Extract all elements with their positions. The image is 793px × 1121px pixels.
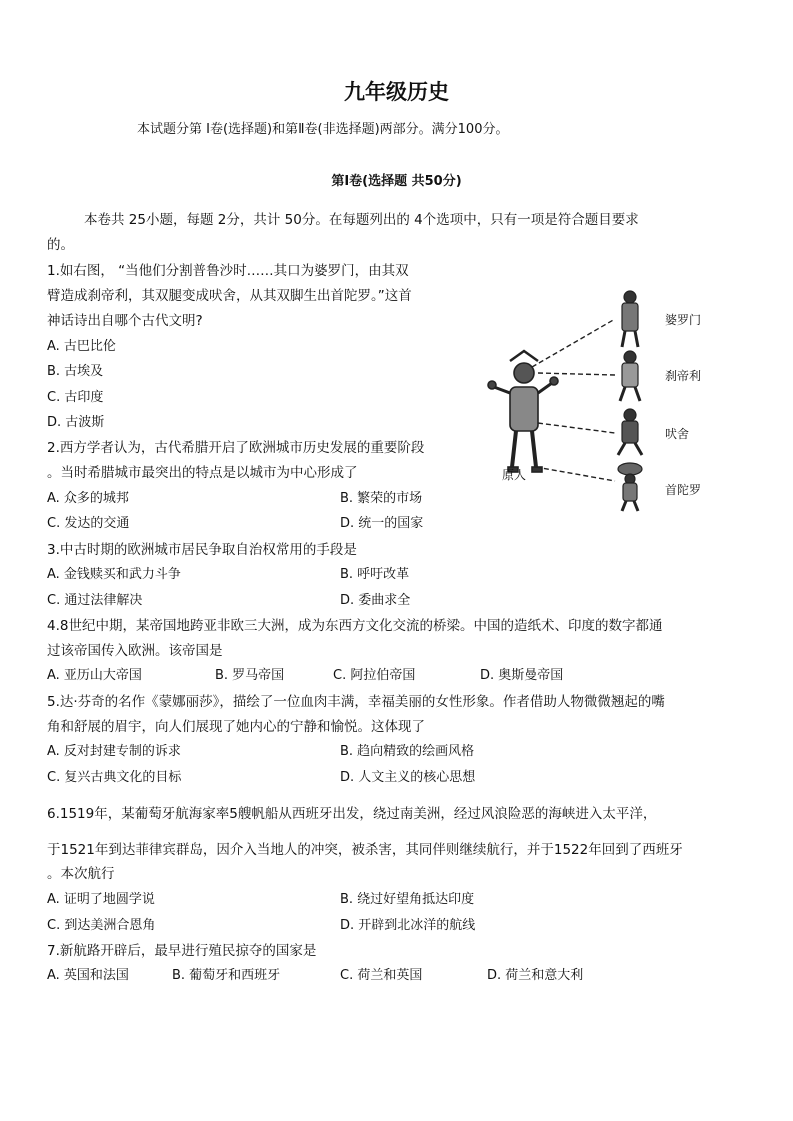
q6-stem-line-3: 。本次航行 [47,866,115,882]
q5-stem-line-2: 角和舒展的眉宇，向人们展现了她内心的宁静和愉悦。这体现了 [47,719,425,735]
q4-stem-line-2: 过该帝国传入欧洲。该帝国是 [47,643,223,659]
q6-option-b: B. 绕过好望角抵达印度 [340,892,475,907]
q4-option-d: D. 奥斯曼帝国 [480,668,564,683]
q7-stem: 7.新航路开辟后，最早进行殖民掠夺的国家是 [47,943,317,959]
q4-option-c: C. 阿拉伯帝国 [333,668,416,683]
q7-option-c: C. 荷兰和英国 [340,968,423,983]
q1-option-c: C. 古印度 [47,390,104,405]
q4-option-b: B. 罗马帝国 [215,668,285,683]
purusha-figure [488,351,558,472]
q5-option-a: A. 反对封建专制的诉求 [47,744,181,759]
q2-option-b: B. 繁荣的市场 [340,491,423,506]
q2-stem-line-2: 。当时希腊城市最突出的特点是以城市为中心形成了 [47,465,358,481]
q6-option-d: D. 开辟到北冰洋的航线 [340,918,476,933]
q5-stem-line-1: 5.达·芬奇的名作《蒙娜丽莎》，描绘了一位血肉丰满，幸福美丽的女性形象。作者借助人物微微翘起的嘴 [47,694,665,710]
instructions-line-2: 的。 [47,237,74,253]
q3-option-d: D. 委曲求全 [340,593,411,608]
label-brahmin: 婆罗门 [665,313,702,327]
varna-figure [480,283,715,513]
section-heading: 第Ⅰ卷(选择题 共50分) [331,174,462,189]
q2-option-a: A. 众多的城邦 [47,491,129,506]
q1-stem-line-1: 1.如右图， “当他们分割普鲁沙时……其口为婆罗门，由其双 [47,263,409,279]
q1-stem-line-3: 神话诗出自哪个古代文明? [47,313,203,329]
q2-option-c: C. 发达的交通 [47,516,130,531]
q1-option-a: A. 古巴比伦 [47,339,116,354]
q3-stem: 3.中古时期的欧洲城市居民争取自治权常用的手段是 [47,542,357,558]
q5-option-c: C. 复兴古典文化的目标 [47,770,182,785]
q2-option-d: D. 统一的国家 [340,516,424,531]
q1-option-b: B. 古埃及 [47,364,104,379]
exam-note: 本试题分第 Ⅰ卷(选择题)和第Ⅱ卷(非选择题)两部分。满分100分。 [137,122,509,137]
q6-option-c: C. 到达美洲合恩角 [47,918,156,933]
q6-option-a: A. 证明了地圆学说 [47,892,155,907]
connector-lines [532,319,615,481]
q4-option-a: A. 亚历山大帝国 [47,668,142,683]
q3-option-a: A. 金钱赎买和武力斗争 [47,567,181,582]
q1-option-d: D. 古波斯 [47,415,105,430]
q1-stem-line-2: 臂造成刹帝利，其双腿变成吠舍，从其双脚生出首陀罗。”这首 [47,288,412,304]
q4-stem-line-1: 4.8世纪中期，某帝国地跨亚非欧三大洲，成为东西方文化交流的桥梁。中国的造纸术、印度的数字都通 [47,618,663,634]
q2-stem-line-1: 2.西方学者认为，古代希腊开启了欧洲城市历史发展的重要阶段 [47,440,425,456]
q3-option-c: C. 通过法律解决 [47,593,143,608]
varna-figures [618,291,642,511]
q7-option-d: D. 荷兰和意大利 [487,968,584,983]
label-purusha: 原人 [502,468,527,482]
q5-option-d: D. 人文主义的核心思想 [340,770,476,785]
q6-stem-line-1: 6.1519年，某葡萄牙航海家率5艘帆船从西班牙出发，绕过南美洲，经过风浪险恶的海峡进入太平洋， [47,806,657,822]
q7-option-a: A. 英国和法国 [47,968,129,983]
instructions-line-1: 本卷共 25小题，每题 2分，共计 50分。在每题列出的 4个选项中，只有一项是符合题目要求 [84,212,639,228]
q3-option-b: B. 呼吁改革 [340,567,410,582]
label-kshatriya: 刹帝利 [665,369,702,383]
label-vaishya: 吠舍 [665,427,690,441]
page-title: 九年级历史 [344,79,449,104]
q6-stem-line-2: 于1521年到达菲律宾群岛，因介入当地人的冲突，被杀害，其同伴则继续航行，并于1522年回到了西班牙 [47,842,683,858]
label-shudra: 首陀罗 [665,483,702,497]
q7-option-b: B. 葡萄牙和西班牙 [172,968,281,983]
q5-option-b: B. 趋向精致的绘画风格 [340,744,475,759]
